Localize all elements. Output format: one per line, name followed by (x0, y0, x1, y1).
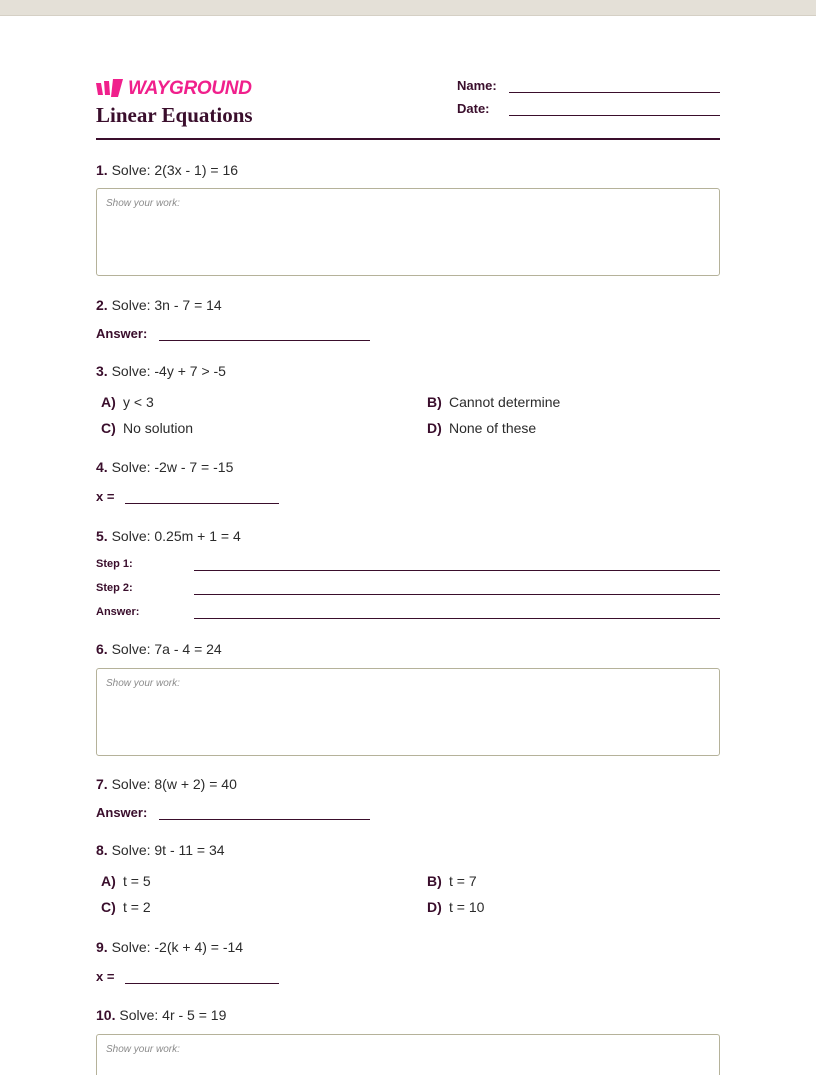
work-placeholder: Show your work: (106, 678, 180, 689)
question-number: 10. (96, 1007, 116, 1023)
step-label: Answer: (96, 606, 140, 618)
answer-line[interactable] (125, 503, 279, 504)
question-10 (96, 1007, 226, 1023)
option-a[interactable] (101, 394, 154, 410)
option-letter: D) (427, 899, 442, 915)
option-letter: B) (427, 873, 442, 889)
answer-line[interactable] (125, 983, 279, 984)
option-a[interactable] (101, 873, 151, 889)
question-number: 9. (96, 939, 108, 955)
option-letter: D) (427, 420, 442, 436)
step-line[interactable] (194, 618, 720, 619)
question-number: 7. (96, 776, 108, 792)
question-5 (96, 528, 241, 544)
option-c[interactable] (101, 899, 151, 915)
option-text: Cannot determine (449, 394, 561, 410)
option-letter: B) (427, 394, 442, 410)
question-prompt: Solve: 9t - 11 = 34 (111, 842, 225, 858)
option-b[interactable] (427, 873, 477, 889)
question-prompt: Solve: -2w - 7 = -15 (111, 459, 234, 475)
top-bar (0, 0, 816, 16)
question-2 (96, 297, 222, 313)
question-number: 6. (96, 641, 108, 657)
option-b[interactable] (427, 394, 560, 410)
question-prompt: Solve: -4y + 7 > -5 (111, 363, 226, 379)
question-prompt: Solve: 3n - 7 = 14 (111, 297, 222, 313)
question-3 (96, 363, 226, 379)
option-text: None of these (449, 420, 537, 436)
step-1-field[interactable] (96, 558, 720, 574)
question-number: 3. (96, 363, 108, 379)
question-prompt: Solve: 0.25m + 1 = 4 (111, 528, 241, 544)
answer-label: x = (96, 489, 115, 504)
date-field[interactable] (457, 101, 720, 121)
work-placeholder: Show your work: (106, 1044, 180, 1055)
brand-name: WAYGROUND (128, 78, 252, 99)
question-9 (96, 939, 243, 955)
question-4 (96, 459, 233, 475)
question-number: 4. (96, 459, 108, 475)
option-letter: A) (101, 873, 116, 889)
answer-field-7[interactable] (96, 805, 370, 821)
answer-line[interactable] (159, 819, 370, 820)
work-box-6[interactable] (96, 668, 720, 756)
work-box-1[interactable] (96, 188, 720, 276)
date-line[interactable] (509, 115, 720, 116)
option-letter: C) (101, 899, 116, 915)
question-prompt: Solve: -2(k + 4) = -14 (111, 939, 244, 955)
answer-line[interactable] (159, 340, 370, 341)
question-1 (96, 162, 238, 178)
option-c[interactable] (101, 420, 193, 436)
step-2-field[interactable] (96, 582, 720, 598)
answer-field-2[interactable] (96, 326, 370, 342)
option-text: t = 10 (449, 899, 485, 915)
answer-label: Answer: (96, 326, 148, 341)
answer-label: x = (96, 969, 115, 984)
step-answer-field[interactable] (96, 606, 720, 622)
answer-label: Answer: (96, 805, 148, 820)
option-letter: C) (101, 420, 116, 436)
question-prompt: Solve: 4r - 5 = 19 (119, 1007, 227, 1023)
question-prompt: Solve: 2(3x - 1) = 16 (111, 162, 239, 178)
work-placeholder: Show your work: (106, 198, 180, 209)
step-line[interactable] (194, 570, 720, 571)
answer-field-4[interactable] (96, 489, 279, 505)
question-prompt: Solve: 7a - 4 = 24 (111, 641, 222, 657)
header-divider (96, 138, 720, 140)
brand-logo (96, 78, 252, 100)
step-line[interactable] (194, 594, 720, 595)
question-6 (96, 641, 222, 657)
step-label: Step 1: (96, 558, 133, 570)
answer-field-9[interactable] (96, 969, 279, 985)
option-text: t = 2 (123, 899, 151, 915)
question-number: 5. (96, 528, 108, 544)
option-text: y < 3 (123, 394, 154, 410)
question-7 (96, 776, 237, 792)
option-text: t = 7 (449, 873, 477, 889)
name-label: Name: (457, 78, 497, 93)
option-d[interactable] (427, 420, 536, 436)
question-number: 1. (96, 162, 108, 178)
option-letter: A) (101, 394, 116, 410)
step-label: Step 2: (96, 582, 133, 594)
option-text: t = 5 (123, 873, 151, 889)
name-field[interactable] (457, 78, 720, 98)
question-8 (96, 842, 225, 858)
question-prompt: Solve: 8(w + 2) = 40 (111, 776, 237, 792)
name-line[interactable] (509, 92, 720, 93)
work-box-10[interactable] (96, 1034, 720, 1075)
question-number: 2. (96, 297, 108, 313)
option-text: No solution (123, 420, 194, 436)
page-title: Linear Equations (96, 103, 253, 127)
date-label: Date: (457, 101, 490, 116)
brand-mark-icon (96, 79, 124, 99)
question-number: 8. (96, 842, 108, 858)
option-d[interactable] (427, 899, 484, 915)
